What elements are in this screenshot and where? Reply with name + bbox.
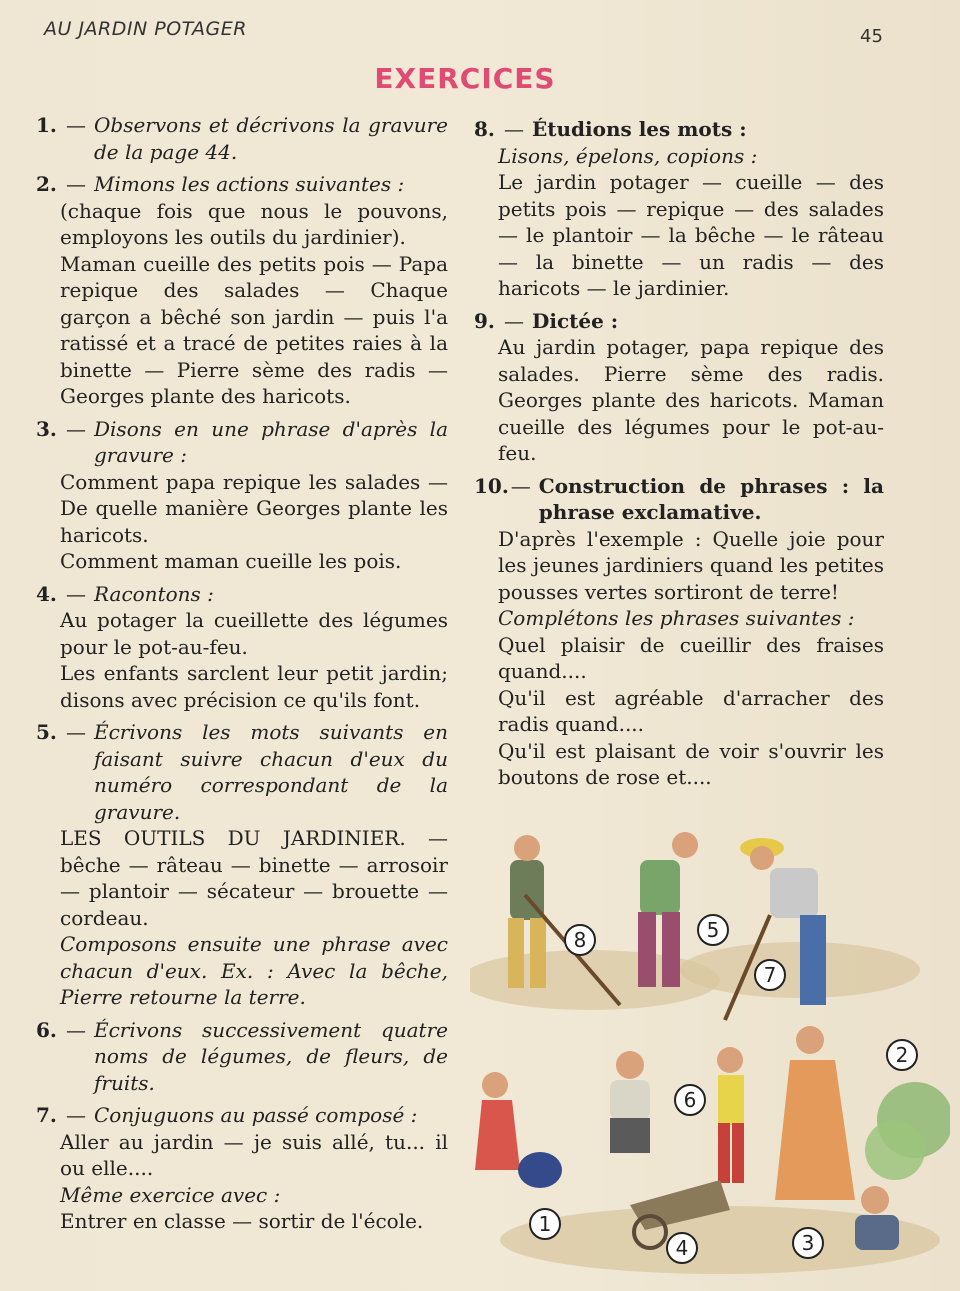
exercise-line: Composons ensuite une phrase avec chacun d'eux. Ex. : Avec la bêche, Pierre retourne la terre. bbox=[60, 932, 448, 1009]
exercise-heading: Conjuguons au passé composé : bbox=[94, 1103, 418, 1127]
exercise-line: Entrer en classe — sortir de l'école. bbox=[60, 1209, 424, 1233]
exercise-number: 9. bbox=[474, 308, 495, 333]
exercise-number: 10. bbox=[474, 473, 509, 498]
number-4-badge bbox=[667, 1233, 697, 1263]
badge-number: 1 bbox=[538, 1212, 552, 1236]
exercise-number: 1. bbox=[36, 113, 57, 137]
badge-number: 2 bbox=[895, 1043, 909, 1067]
exercise-number: 6. bbox=[36, 1017, 57, 1042]
exercise-6: 6. — Écrivons successivement quatre noms de légumes, de fleurs, de fruits. bbox=[36, 1017, 448, 1095]
exercise-1: 1. — Observons et décrivons la gravure de la page 44. bbox=[36, 113, 448, 164]
exercise-4: 4. — Racontons : Au potager la cueillette des légumes pour le pot-au-feu. Les enfants sarclent leur petit jardin; disons avec précision ce qu'ils font. bbox=[36, 581, 448, 712]
page-title: EXERCICES bbox=[374, 62, 556, 95]
exercise-heading: Racontons : bbox=[94, 581, 214, 606]
running-head: AU JARDIN POTAGER bbox=[44, 18, 247, 40]
badge-number: 8 bbox=[573, 928, 587, 952]
exercise-line: Les enfants sarclent leur petit jardin; disons avec précision ce qu'ils font. bbox=[60, 661, 448, 712]
exercise-line: Le jardin potager — cueille — des petits pois — repique — des salades — le plantoir — la bêche — le râteau — la binette — un radis — des haricots — le jardinier. bbox=[498, 170, 884, 300]
exercise-heading: Écrivons successivement quatre noms de légumes, de fleurs, de fruits. bbox=[94, 1017, 448, 1095]
exercise-number: 4. bbox=[36, 581, 57, 606]
boy-with-string-line bbox=[855, 1186, 899, 1250]
right-column bbox=[474, 116, 884, 797]
exercise-heading: Observons et décrivons la gravure de la page 44. bbox=[94, 113, 448, 164]
exercise-7: 7. — Conjuguons au passé composé : Aller au jardin — je suis allé, tu... il ou elle.... Même exercice avec : Entrer en classe — sortir de l'école. bbox=[36, 1103, 448, 1233]
exercise-heading: Construction de phrases : la phrase exclamative. bbox=[538, 473, 884, 524]
exercise-line: Même exercice avec : bbox=[60, 1182, 281, 1207]
exercise-number: 2. bbox=[36, 172, 57, 196]
number-7-badge bbox=[755, 960, 785, 990]
number-5-badge bbox=[698, 915, 728, 945]
exercise-number: 3. bbox=[36, 416, 57, 441]
badge-number: 6 bbox=[683, 1088, 697, 1112]
exercise-8: 8. — Étudions les mots : Lisons, épelons, copions : Le jardin potager — cueille — des petits pois — repique — des salades — le plantoir — la bêche — le râteau — la binette — un radis — des haricots — le jardinier. bbox=[474, 117, 884, 300]
exercise-10: 10. — Construction de phrases : la phrase exclamative. D'après l'exemple : Quelle joie pour les jeunes jardiniers quand les petites pousses vertes sortiront de terre! Complétons les phrases suivantes : Quel plaisir de cueillir des fraises quand.... Qu'il est agréable d'arracher des radis quand.... Qu'il est plaisant de voir s'ouvrir les boutons de rose et.... bbox=[474, 473, 884, 789]
gardening-illustration bbox=[470, 820, 950, 1280]
left-column bbox=[36, 112, 448, 1241]
exercise-line: Comment papa repique les salades — De quelle manière Georges plante les haricots. bbox=[60, 469, 448, 547]
badge-number: 7 bbox=[763, 963, 777, 987]
exercise-line: Qu'il est agréable d'arracher des radis quand.... bbox=[498, 685, 884, 736]
number-8-badge bbox=[565, 925, 595, 955]
exercise-5: 5. — Écrivons les mots suivants en faisant suivre chacun d'eux du numéro correspondant de la gravure. LES OUTILS DU JARDINIER. — bêche — râteau — binette — arrosoir — plantoir — sécateur — brouette — cordeau. Composons ensuite une phrase avec chacun d'eux. Ex. : Avec la bêche, Pierre retourne la terre. bbox=[36, 720, 448, 1009]
exercise-line: Aller au jardin — je suis allé, tu... il ou elle.... bbox=[60, 1129, 448, 1180]
exercise-number: 8. bbox=[474, 117, 495, 141]
exercise-line: Lisons, épelons, copions : bbox=[498, 143, 758, 168]
girl-watering bbox=[475, 1072, 562, 1188]
exercise-heading: Dictée : bbox=[532, 308, 619, 333]
woman-pruning bbox=[775, 1026, 855, 1200]
exercise-line: Quel plaisir de cueillir des fraises quand.... bbox=[498, 632, 884, 683]
exercise-heading: Mimons les actions suivantes : bbox=[94, 172, 405, 196]
number-6-badge bbox=[675, 1085, 705, 1115]
exercise-line: Au jardin potager, papa repique des salades. Pierre sème des radis. Georges plante des haricots. Maman cueille des légumes pour le pot-au-feu. bbox=[498, 335, 884, 465]
number-3-badge bbox=[793, 1228, 823, 1258]
badge-number: 4 bbox=[675, 1236, 689, 1260]
exercise-line: LES OUTILS DU JARDINIER. — bêche — râteau — binette — arrosoir — plantoir — sécateur — brouette — cordeau. bbox=[60, 826, 448, 930]
exercise-heading: Écrivons les mots suivants en faisant suivre chacun d'eux du numéro correspondant de la gravure. bbox=[94, 720, 448, 824]
exercise-line: D'après l'exemple : Quelle joie pour les jeunes jardiniers quand les petites pousses vertes sortiront de terre! bbox=[498, 526, 884, 604]
exercise-line: Qu'il est plaisant de voir s'ouvrir les boutons de rose et.... bbox=[498, 738, 884, 789]
exercise-3: 3. — Disons en une phrase d'après la gravure : Comment papa repique les salades — De quelle manière Georges plante les haricots. Comment maman cueille les pois. bbox=[36, 416, 448, 573]
page-number: 45 bbox=[860, 26, 883, 47]
exercise-9: 9. — Dictée : Au jardin potager, papa repique des salades. Pierre sème des radis. Georges plante des haricots. Maman cueille des légumes pour le pot-au-feu. bbox=[474, 308, 884, 465]
boy-planting bbox=[610, 1051, 650, 1153]
badge-number: 5 bbox=[706, 918, 720, 942]
exercise-heading: Étudions les mots : bbox=[532, 117, 747, 141]
number-1-badge bbox=[530, 1209, 560, 1239]
badge-number: 3 bbox=[801, 1231, 815, 1255]
exercise-number: 5. bbox=[36, 720, 57, 744]
exercise-line: Au potager la cueillette des légumes pour le pot-au-feu. bbox=[60, 608, 448, 659]
exercise-heading: Disons en une phrase d'après la gravure : bbox=[94, 416, 448, 467]
exercise-2: 2. — Mimons les actions suivantes : (chaque fois que nous le pouvons, employons les outils du jardinier). Maman cueille des petits pois — Papa repique des salades — Chaque garçon a bêché son jardin — puis l'a ratissé et a tracé de petites raies à la binette — Pierre sème des radis — Georges plante des haricots. bbox=[36, 172, 448, 408]
exercise-line: Complétons les phrases suivantes : bbox=[498, 606, 855, 630]
number-2-badge bbox=[887, 1040, 917, 1070]
exercise-line: Comment maman cueille les pois. bbox=[60, 549, 402, 573]
exercise-line: (chaque fois que nous le pouvons, employons les outils du jardinier). bbox=[60, 198, 448, 249]
exercise-number: 7. bbox=[36, 1103, 57, 1127]
exercise-line: Maman cueille des petits pois — Papa repique des salades — Chaque garçon a bêché son jardin — puis l'a ratissé et a tracé de petites raies à la binette — Pierre sème des radis — Georges plante des haricots. bbox=[60, 251, 448, 408]
